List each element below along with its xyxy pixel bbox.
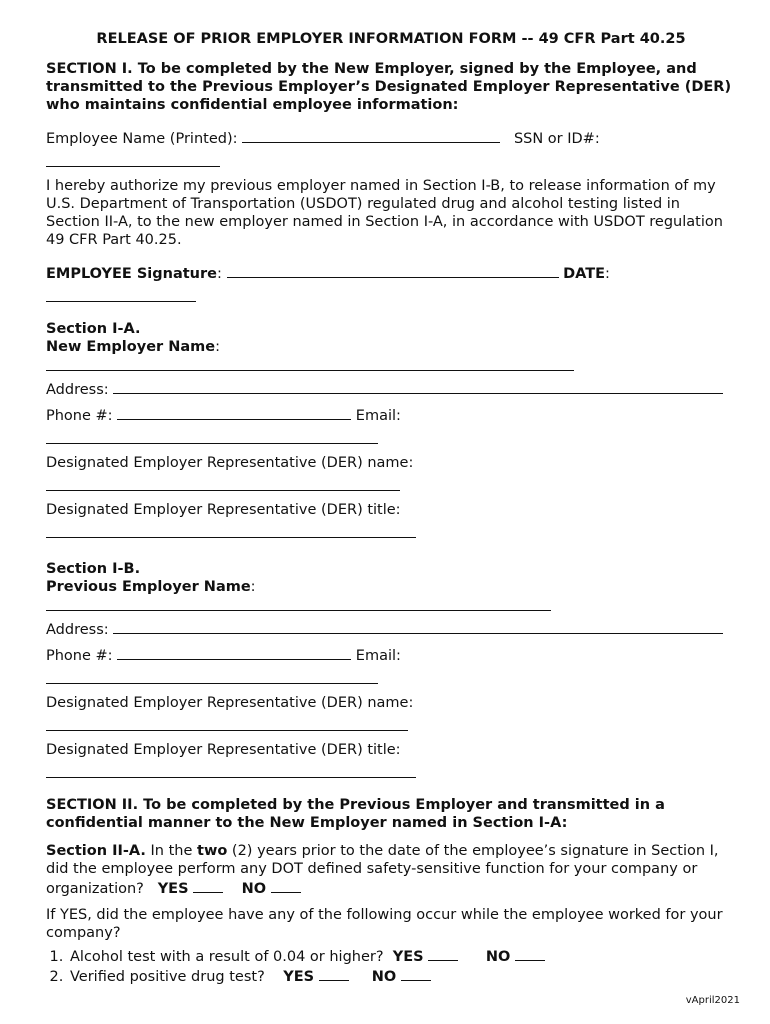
new-employer-name-label: New Employer Name — [46, 339, 216, 355]
employee-name-label: Employee Name (Printed): — [46, 131, 238, 147]
signature-colon: : — [217, 266, 222, 282]
previous-employer-phone-field[interactable] — [117, 645, 351, 660]
alcohol-yes-label: YES — [392, 949, 424, 965]
violation-list — [46, 946, 736, 986]
ssn-field[interactable] — [46, 152, 220, 167]
previous-employer-email-label: Email: — [355, 648, 401, 664]
alcohol-test-question: Alcohol test with a result of 0.04 or higher? — [70, 949, 384, 965]
authorization-text: I hereby authorize my previous employer named in Section I-B, to release information of my U.S. Department of Transportation (USDOT) regulated drug and alcohol testing listed in Section II-A, to the new employer named in Section I-A, in accordance with USDOT regulation 49 CFR Part 40.25. — [46, 178, 723, 248]
previous-employer-name-colon: : — [250, 579, 256, 595]
previous-employer-phone-row — [46, 645, 736, 665]
section-2-heading: SECTION II. To be completed by the Previous Employer and transmitted in a confidential manner to the New Employer named in Section I-A: — [46, 797, 665, 831]
previous-employer-der-name-field[interactable] — [46, 716, 408, 731]
new-employer-address-label: Address: — [46, 382, 109, 398]
version-footer: vApril2021 — [685, 995, 740, 1006]
new-employer-name-colon: : — [215, 339, 220, 355]
form-page — [46, 30, 736, 986]
list-item — [68, 966, 736, 986]
new-employer-der-name-field[interactable] — [46, 476, 400, 491]
drug-yes-label: YES — [283, 969, 315, 985]
previous-employer-address-field[interactable] — [113, 619, 723, 634]
previous-employer-der-title-label: Designated Employer Representative (DER) title: — [46, 742, 401, 758]
employee-name-row — [46, 128, 736, 148]
safety-sensitive-no-field[interactable] — [271, 878, 301, 893]
previous-employer-address-label: Address: — [46, 622, 109, 638]
alcohol-yes-field[interactable] — [428, 946, 458, 961]
section-1b — [46, 560, 736, 778]
new-employer-name-field[interactable] — [46, 356, 574, 371]
list-item — [68, 946, 736, 966]
signature-row — [46, 263, 736, 283]
previous-employer-name-label: Previous Employer Name — [46, 579, 251, 595]
safety-sensitive-no-label: NO — [241, 881, 267, 897]
section-2a-question — [46, 842, 736, 898]
date-field[interactable] — [46, 287, 196, 302]
drug-test-question: Verified positive drug test? — [70, 969, 265, 985]
safety-sensitive-yes-label: YES — [157, 881, 189, 897]
alcohol-no-label: NO — [485, 949, 511, 965]
previous-employer-phone-label: Phone #: — [46, 648, 113, 664]
question-two: two — [197, 843, 228, 859]
new-employer-email-label: Email: — [355, 408, 401, 424]
drug-yes-field[interactable] — [319, 966, 349, 981]
employee-name-field[interactable] — [242, 128, 500, 143]
employee-signature-field[interactable] — [227, 263, 559, 278]
new-employer-phone-label: Phone #: — [46, 408, 113, 424]
new-employer-der-name-label: Designated Employer Representative (DER) name: — [46, 455, 414, 471]
new-employer-der-title-label: Designated Employer Representative (DER) title: — [46, 502, 401, 518]
new-employer-address-field[interactable] — [113, 379, 723, 394]
previous-employer-der-name-label: Designated Employer Representative (DER) name: — [46, 695, 414, 711]
followup-question: If YES, did the employee have any of the following occur while the employee worked for your company? — [46, 907, 723, 941]
previous-employer-email-field[interactable] — [46, 669, 378, 684]
date-label: DATE — [563, 266, 606, 282]
new-employer-address-row — [46, 379, 736, 399]
previous-employer-address-row — [46, 619, 736, 639]
section-1a — [46, 320, 736, 538]
previous-employer-name-field[interactable] — [46, 596, 551, 611]
question-intro-part-2: (2) years prior to the date of the employee’s signature in Section I, did the employee perform any DOT defined safety-sensitive function for your company or organization? — [46, 843, 719, 897]
section-1b-heading: Section I-B. — [46, 561, 141, 577]
section-2a-heading: Section II-A. — [46, 843, 146, 859]
drug-no-label: NO — [371, 969, 397, 985]
alcohol-no-field[interactable] — [515, 946, 545, 961]
new-employer-phone-row — [46, 405, 736, 425]
new-employer-phone-field[interactable] — [117, 405, 351, 420]
employee-signature-label: EMPLOYEE Signature — [46, 266, 217, 282]
drug-no-field[interactable] — [401, 966, 431, 981]
previous-employer-der-title-field[interactable] — [46, 763, 416, 778]
section-1-heading: SECTION I. To be completed by the New Employer, signed by the Employee, and transmitted to the Previous Employer’s Designated Employer Representative (DER) who maintains confidential employee information: — [46, 61, 732, 113]
section-1a-heading: Section I-A. — [46, 321, 141, 337]
safety-sensitive-yes-field[interactable] — [193, 878, 223, 893]
new-employer-der-title-field[interactable] — [46, 523, 416, 538]
ssn-label: SSN or ID#: — [513, 131, 600, 147]
new-employer-email-field[interactable] — [46, 429, 378, 444]
form-title: RELEASE OF PRIOR EMPLOYER INFORMATION FORM -- 49 CFR Part 40.25 — [96, 31, 686, 47]
question-intro-part-1: In the — [145, 843, 198, 859]
date-colon: : — [605, 266, 610, 282]
